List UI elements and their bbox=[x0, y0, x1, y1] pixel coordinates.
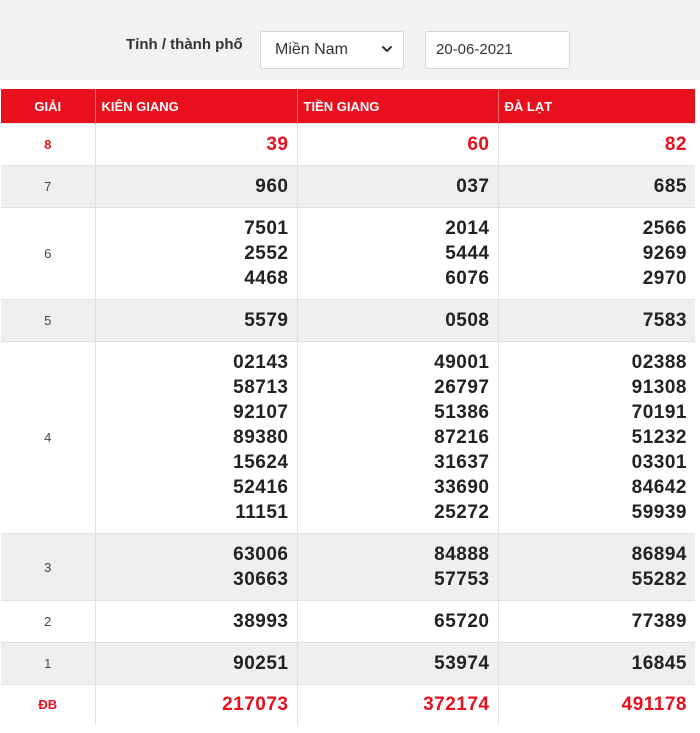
result-cell bbox=[95, 685, 297, 725]
result-number: 02388 bbox=[631, 352, 687, 373]
result-number: 87216 bbox=[434, 427, 490, 448]
table-row bbox=[1, 166, 695, 208]
result-number: 90251 bbox=[233, 653, 289, 674]
result-number: 49001 bbox=[434, 352, 490, 373]
result-number: 2552 bbox=[244, 243, 289, 264]
result-number: 372174 bbox=[423, 694, 490, 716]
result-cell bbox=[297, 601, 498, 643]
header-province-3: ĐÀ LẠT bbox=[498, 89, 695, 124]
date-input[interactable] bbox=[425, 31, 570, 69]
prize-label: 4 bbox=[1, 342, 95, 534]
result-cell bbox=[95, 534, 297, 601]
prize-label: 7 bbox=[1, 166, 95, 208]
result-number: 7501 bbox=[244, 218, 289, 239]
result-number: 217073 bbox=[222, 694, 289, 716]
province-filter-label: Tỉnh / thành phố bbox=[126, 36, 243, 53]
result-number: 92107 bbox=[233, 402, 289, 423]
table-row bbox=[1, 534, 695, 601]
result-number: 77389 bbox=[631, 611, 687, 632]
result-cell bbox=[297, 166, 498, 208]
table-row bbox=[1, 342, 695, 534]
result-cell bbox=[498, 166, 695, 208]
header-province-2: TIỀN GIANG bbox=[297, 89, 498, 124]
result-number: 7583 bbox=[642, 310, 687, 331]
prize-label: 8 bbox=[1, 124, 95, 166]
result-cell bbox=[95, 643, 297, 685]
result-number: 39 bbox=[266, 134, 289, 155]
result-number: 0508 bbox=[445, 310, 490, 331]
result-number: 59939 bbox=[631, 502, 687, 523]
result-number: 491178 bbox=[621, 694, 687, 716]
result-number: 33690 bbox=[434, 477, 490, 498]
result-number: 9269 bbox=[642, 243, 687, 264]
result-number: 84888 bbox=[434, 544, 490, 565]
result-number: 26797 bbox=[434, 377, 490, 398]
result-number: 6076 bbox=[445, 268, 490, 289]
filter-bar bbox=[0, 0, 700, 80]
result-number: 25272 bbox=[434, 502, 490, 523]
result-number: 685 bbox=[653, 176, 687, 197]
prize-label: ĐB bbox=[1, 685, 95, 725]
result-number: 037 bbox=[456, 176, 490, 197]
result-cell bbox=[498, 342, 695, 534]
result-cell bbox=[498, 124, 695, 166]
result-cell bbox=[498, 685, 695, 725]
table-header-row bbox=[1, 89, 695, 124]
result-number: 60 bbox=[467, 134, 490, 155]
result-cell bbox=[297, 300, 498, 342]
result-cell bbox=[95, 208, 297, 300]
prize-label: 3 bbox=[1, 534, 95, 601]
result-cell bbox=[95, 124, 297, 166]
result-cell bbox=[498, 300, 695, 342]
result-number: 70191 bbox=[631, 402, 687, 423]
result-number: 38993 bbox=[233, 611, 289, 632]
result-cell bbox=[297, 685, 498, 725]
result-number: 960 bbox=[255, 176, 289, 197]
result-cell bbox=[498, 208, 695, 300]
result-number: 82 bbox=[664, 134, 687, 155]
result-cell bbox=[297, 208, 498, 300]
result-cell bbox=[95, 166, 297, 208]
result-number: 30663 bbox=[233, 569, 289, 590]
result-cell bbox=[297, 342, 498, 534]
result-cell bbox=[95, 300, 297, 342]
result-number: 86894 bbox=[631, 544, 687, 565]
result-number: 65720 bbox=[434, 611, 490, 632]
table-row bbox=[1, 300, 695, 342]
header-province-1: KIÊN GIANG bbox=[95, 89, 297, 124]
province-select[interactable] bbox=[260, 31, 404, 69]
result-number: 02143 bbox=[233, 352, 289, 373]
result-number: 57753 bbox=[434, 569, 490, 590]
result-number: 16845 bbox=[631, 653, 687, 674]
prize-label: 6 bbox=[1, 208, 95, 300]
result-number: 2970 bbox=[642, 268, 687, 289]
result-number: 03301 bbox=[631, 452, 687, 473]
result-number: 89380 bbox=[233, 427, 289, 448]
table-row bbox=[1, 208, 695, 300]
result-cell bbox=[297, 124, 498, 166]
result-number: 91308 bbox=[631, 377, 687, 398]
result-number: 53974 bbox=[434, 653, 490, 674]
header-prize: GIẢI bbox=[1, 89, 95, 124]
result-cell bbox=[498, 601, 695, 643]
prize-label: 2 bbox=[1, 601, 95, 643]
chevron-down-icon bbox=[381, 32, 393, 82]
lottery-results-table bbox=[1, 89, 695, 725]
result-number: 5579 bbox=[244, 310, 289, 331]
result-number: 31637 bbox=[434, 452, 490, 473]
province-select-value: Miền Nam bbox=[275, 41, 348, 58]
result-cell bbox=[498, 643, 695, 685]
result-number: 58713 bbox=[233, 377, 289, 398]
prize-label: 1 bbox=[1, 643, 95, 685]
table-row bbox=[1, 643, 695, 685]
result-cell bbox=[297, 534, 498, 601]
result-cell bbox=[95, 342, 297, 534]
result-number: 63006 bbox=[233, 544, 289, 565]
result-number: 4468 bbox=[244, 268, 289, 289]
result-number: 51232 bbox=[631, 427, 687, 448]
result-number: 51386 bbox=[434, 402, 490, 423]
result-number: 52416 bbox=[233, 477, 289, 498]
result-number: 11151 bbox=[235, 502, 289, 523]
table-row bbox=[1, 601, 695, 643]
table-row bbox=[1, 685, 695, 725]
prize-label: 5 bbox=[1, 300, 95, 342]
table-row bbox=[1, 124, 695, 166]
result-number: 84642 bbox=[631, 477, 687, 498]
result-cell bbox=[498, 534, 695, 601]
result-number: 2014 bbox=[445, 218, 490, 239]
result-number: 5444 bbox=[445, 243, 490, 264]
result-cell bbox=[95, 601, 297, 643]
result-number: 15624 bbox=[233, 452, 289, 473]
result-number: 55282 bbox=[631, 569, 687, 590]
result-cell bbox=[297, 643, 498, 685]
date-input-value: 20-06-2021 bbox=[436, 41, 513, 58]
result-number: 2566 bbox=[642, 218, 687, 239]
